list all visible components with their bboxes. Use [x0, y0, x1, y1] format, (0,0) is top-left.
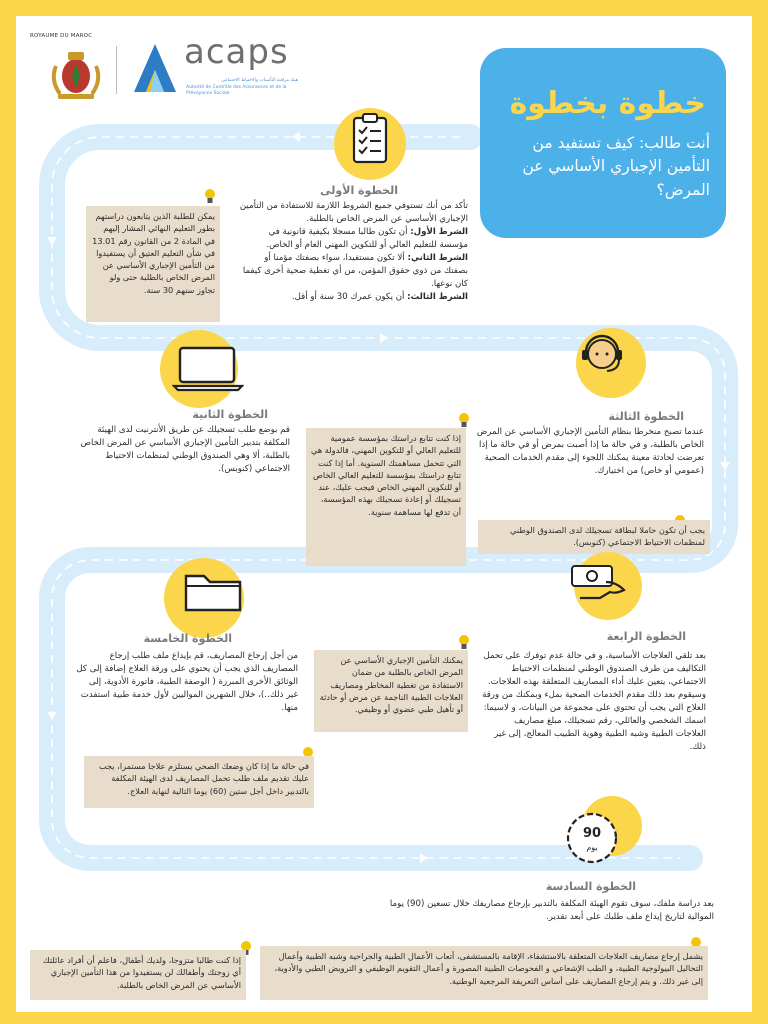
step1-c1: أن تكون طالبا مسجلا بكيفية قانونية في مؤسسة للتعليم العالي أو للتكوين المهني العام أو الخاص.: [266, 227, 468, 251]
step3-body: عندما تصبح منخرطا بنظام التأمين الإجباري الأساسي عن المرض الخاص بالطلبة، و في حالة ما إذا أصبت بمرض أو في حالة ما إذا تعرضت لحادثة معينة يمكنك اللجوء إلى مقدم الخدمات الصحية (عمومي أو خاص) من اختيارك.: [476, 427, 704, 477]
coat-of-arms-icon: [46, 46, 106, 102]
step6-badge-number: 90: [582, 826, 602, 841]
step1-body: [238, 200, 468, 305]
step1-c2-label: الشرط الثاني:: [407, 253, 468, 264]
brand-name: acaps: [184, 32, 289, 72]
bulb-icon: [456, 632, 472, 652]
kingdom-label: ROYAUME DU MAROC: [30, 33, 93, 39]
step5-body: من أجل إرجاع المصاريف، قم بإيداع ملف طلب إرجاع المصاريف الذي يجب أن يحتوي على ورقة العلاج إضافة إلى كل الوثائق الأخرى المبررة ( الوصفة الطبية، فاتورة الأدوية، إلى غير ذلك..)، خلال الشهرين المواليين لأول خدمة طبية استفدت منها.: [76, 651, 298, 714]
step3-title: الخطوة الثالثة: [608, 410, 684, 423]
step6-note-right: يشمل إرجاع مصاريف العلاجات المتعلقة بالاستشفاء، الإقامة بالمستشفى، أتعاب الأعمال الطبية والجراحية وشبه الطبية وأعمال التحاليل البيولوجية الطبية، و الطب الإشعاعي و الفحوصات الطبية المصورة و أعمال التقويم الوظيفي و الترويض الطبي والأدوية، إلى غير ذلك. و يتم إرجاع المصاريف على أساس التعريفة المرجعية الوطنية.: [260, 946, 708, 1000]
step1-title: الخطوة الأولى: [320, 184, 398, 197]
bulb-icon: [202, 186, 218, 206]
step5-title: الخطوة الخامسة: [143, 632, 232, 645]
hero-title: خطوة بخطوة: [509, 86, 706, 121]
cash-payment-icon: [566, 560, 634, 604]
acaps-logo-icon: [130, 42, 180, 94]
step1-c3-label: الشرط الثالث:: [407, 292, 468, 303]
checklist-icon: [350, 110, 390, 166]
step1-c3: أن يكون عمرك 30 سنة أو أقل.: [291, 292, 405, 303]
step1-intro: تأكد من أنك تستوفي جميع الشروط اللازمة للاستفادة من التأمين الإجباري الأساسي عن المرض الخاص بالطلبة.: [239, 201, 468, 225]
step6-body: بعد دراسة ملفك، سوف تقوم الهيئة المكلفة بالتدبير بإرجاع مصاريفك خلال تسعين (90) يوما الموالية لتاريخ إيداع ملف طلبك على أبعد تقدير.: [389, 899, 714, 923]
bulb-icon: [456, 410, 472, 430]
step6-title: الخطوة السادسة: [545, 880, 636, 893]
step1-c2: ألا تكون مستفيدا، سواء بصفتك مؤمنا أو بصفتك من ذوي حقوق المؤمن، من أي تغطية صحية أخرى كيفما كان نوعها.: [242, 253, 468, 290]
step6-badge-unit: يوم: [586, 843, 598, 852]
step4-title: الخطوة الرابعة: [606, 630, 686, 643]
folder-icon: [182, 564, 244, 614]
step6-note-left: إذا كنت طالبا متزوجا، ولديك أطفال، فاعلم أن أفراد عائلتك أي زوجتك وأطفالك لن يستفيدوا من هذا التأمين الإجباري الأساسي عن المرض الخاص بالطلبة.: [30, 950, 246, 1000]
laptop-icon: [172, 344, 244, 392]
step2-title: الخطوة الثانية: [192, 408, 268, 421]
step1-c1-label: الشرط الأول:: [410, 227, 468, 238]
step5-note: في حالة ما إذا كان وضعك الصحي يستلزم علاجا مستمرا، يجب عليك تقديم ملف طلب تحمل المصاريف لدى الهيئة المكلفة بالتدبير داخل أجل ستين (60) يوما التالية لنهاية العلاج.: [84, 756, 314, 808]
step2-note: إذا كنت تتابع دراستك بمؤسسة عمومية للتعليم العالي أو للتكوين المهني، فالدولة هي التي تتحمل مساهمتك السنوية. أما إذا كنت تتابع دراستك بمؤسسة للتعليم العالي الخاص أو للتكوين المهني الخاص فيجب عليك، عند تسجيلك أو إعادة تسجيلك بهذه المؤسسة، أن تدفع لها مساهمة سنوية.: [306, 428, 466, 566]
call-center-agent-icon: [574, 330, 630, 384]
header-divider: [116, 46, 117, 94]
step2-body: قم بوضع طلب تسجيلك عن طريق الأنترنيت لدى الهيئة المكلفة بتدبير التأمين الإجباري الأساسي عن المرض الخاص بالطلبة، ألا وهي الصندوق الوطني لمنظمات الاحتياط الاجتماعي (كنوبس).: [80, 425, 290, 475]
hero-subtitle: أنت طالب: كيف تستفيد من التأمين الإجباري الأساسي عن المرض؟: [522, 134, 710, 199]
step4-note: يمكنك التأمين الإجباري الأساسي عن المرض الخاص بالطلبة من ضمان الاستفادة من تغطية المخاطر ومصاريف العلاجات الطبية الناجمة عن مرض أو حادثة أو تأهيل طبي عضوي أو وظيفي.: [314, 650, 468, 732]
step1-note: يمكن للطلبة الذين يتابعون دراستهم بطور التعليم النهائي المشار إليهم في المادة 2 من القانون رقم 13.01 في شأن التعليم العتيق أن يستفيدوا من التأمين الإجباري الأساسي عن المرض الخاص بالطلبة حتى ولو تجاوز سنهم 30 سنة.: [86, 206, 220, 322]
brand-subtitle-ar: هيئة مراقبة التأمينات والاحتياط الاجتماعي: [221, 78, 298, 83]
step3-note: يجب أن تكون حاملا لبطاقة تسجيلك لدى الصندوق الوطني لمنظمات الاحتياط الاجتماعي (كنوبس).: [478, 520, 710, 554]
brand-subtitle-fr: Autorité de Contrôle des Assurances et de la Prévoyance Sociale: [186, 85, 287, 96]
step4-body: بعد تلقي العلاجات الأساسية، و في حالة عدم توفرك على تحمل التكاليف من طرف الصندوق الوطني لمنظمات الاحتياط الاجتماعي، يتعين عليك أداء المصاريف المتعلقة بهذه العلاجات. وسيقوم بعد ذلك مقدم الخدمات الصحية بملء وبمكنك من ورقة العلاج التي يجب أن تحتوي على مجموعة من البيانات، و لاسيما: اسمك الشخصي والعائلي، رقم تسجيلك، مبلغ مصاريف العلاجات الطبية وشبه الطبية وهوية الطبيب المعالج، إلى غير ذلك.: [482, 651, 706, 753]
